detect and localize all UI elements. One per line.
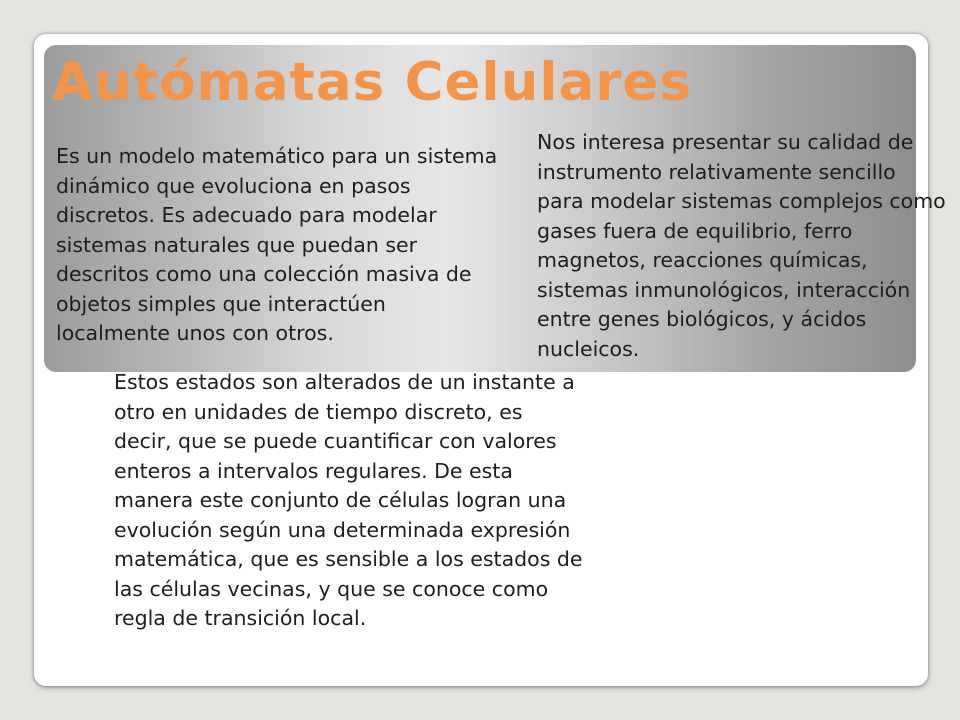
intro-paragraph: Es un modelo matemático para un sistema dinámico que evoluciona en pasos discretos. Es adecuado para modelar sistemas naturales que puedan ser descritos como una colección masiva de objetos simples que interactúen localmente unos con otros. [56, 144, 498, 345]
states-paragraph: Estos estados son alterados de un instante a otro en unidades de tiempo discreto, es decir, que se puede cuantificar con valores enteros a intervalos regulares. De esta manera este conjunto de células logran una evolución según una determinada expresión matemática, que es sensible a los estados de las células vecinas, y que se conoce como regla de transición local. [114, 370, 583, 630]
slide-title: Autómatas Celulares [52, 52, 692, 113]
interest-paragraph: Nos interesa presentar su calidad de instrumento relativamente sencillo para modelar sistemas complejos como gases fuera de equilibrio, ferro magnetos, reacciones químicas, sistemas inmunológicos, interacción entre genes biológicos, y ácidos nucleicos. [537, 130, 946, 361]
